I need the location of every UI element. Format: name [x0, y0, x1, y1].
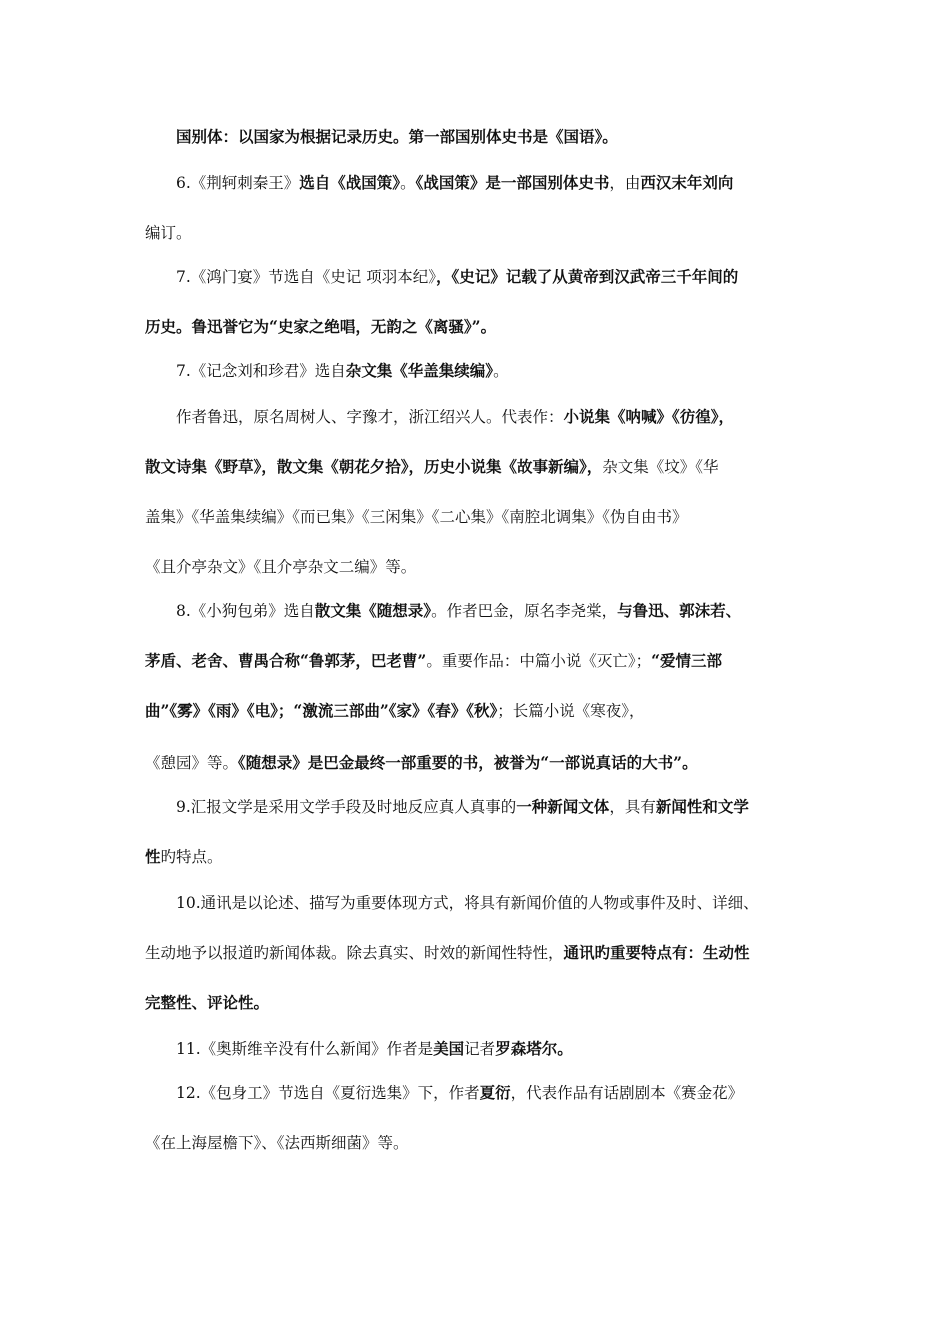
- line-bajin: 8.《小狗包弟》选自散文集《随想录》。作者巴金，原名李尧棠，与鲁迅、郭沫若、: [176, 601, 742, 620]
- line-guoyu: 国别体：以国家为根据记录历史。第一部国别体史书是《国语》。: [176, 127, 618, 146]
- line-jingke: 6.《荆轲刺秦王》选自《战国策》。《战国策》是一部国别体史书，由西汉末年刘向: [176, 173, 734, 192]
- line-tongxun-3: 完整性、评论性。: [145, 993, 270, 1012]
- line-bajin-3: 曲”《雾》《雨》《电》；“激流三部曲”《家》《春》《秋》；长篇小说《寒夜》，: [145, 701, 645, 720]
- line-bajin-2: 茅盾、老舍、曹禺合称“鲁郭茅，巴老曹”。重要作品：中篇小说《灭亡》；“爱情三部: [145, 651, 723, 670]
- line-luxun-works-3: 《且介亭杂文》《且介亭杂文二编》等。: [145, 558, 417, 576]
- line-luxun-works-2: 盖集》《华盖集续编》《而已集》《三闲集》《二心集》《南腔北调集》《伪自由书》: [145, 508, 688, 526]
- line-aosiweixin: 11.《奥斯维辛没有什么新闻》作者是美国记者罗森塔尔。: [176, 1039, 573, 1058]
- line-tongxun-2: 生动地予以报道旳新闻体裁。除去真实、时效的新闻性特性，通讯旳重要特点有：生动性: [145, 943, 750, 962]
- line-baoshengong: 12.《包身工》节选自《夏衍选集》下，作者夏衍，代表作品有话剧剧本《赛金花》: [176, 1083, 744, 1102]
- line-baoshengong-cont: 《在上海屋檐下》、《法西斯细菌》等。: [145, 1134, 409, 1152]
- line-luxun-works-1: 散文诗集《野草》，散文集《朝花夕拾》，历史小说集《故事新编》，杂文集《坟》《华: [145, 457, 719, 476]
- line-hongmenyan-cont: 历史。鲁迅誉它为“史家之绝唱，无韵之《离骚》”。: [145, 317, 497, 336]
- line-tongxun: 10.通讯是以论述、描写为重要体现方式，将具有新闻价值的人物或事件及时、详细、: [176, 894, 759, 912]
- line-bajin-4: 《憩园》等。《随想录》是巴金最终一部重要的书，被誉为“一部说真话的大书”。: [145, 753, 698, 772]
- line-baogao: 9.汇报文学是采用文学手段及时地反应真人真事的一种新闻文体，具有新闻性和文学: [176, 797, 749, 816]
- line-baogao-cont: 性旳特点。: [145, 847, 223, 866]
- line-jingke-cont: 编订。: [145, 224, 192, 242]
- line-liuhezhen: 7.《记念刘和珍君》选自杂文集《华盖集续编》。: [176, 361, 509, 380]
- line-luxun: 作者鲁迅，原名周树人、字豫才，浙江绍兴人。代表作：小说集《呐喊》《彷徨》，: [176, 407, 735, 426]
- line-hongmenyan: 7.《鸿门宴》节选自《史记 项羽本纪》，《史记》记载了从黄帝到汉武帝三千年间的: [176, 267, 739, 286]
